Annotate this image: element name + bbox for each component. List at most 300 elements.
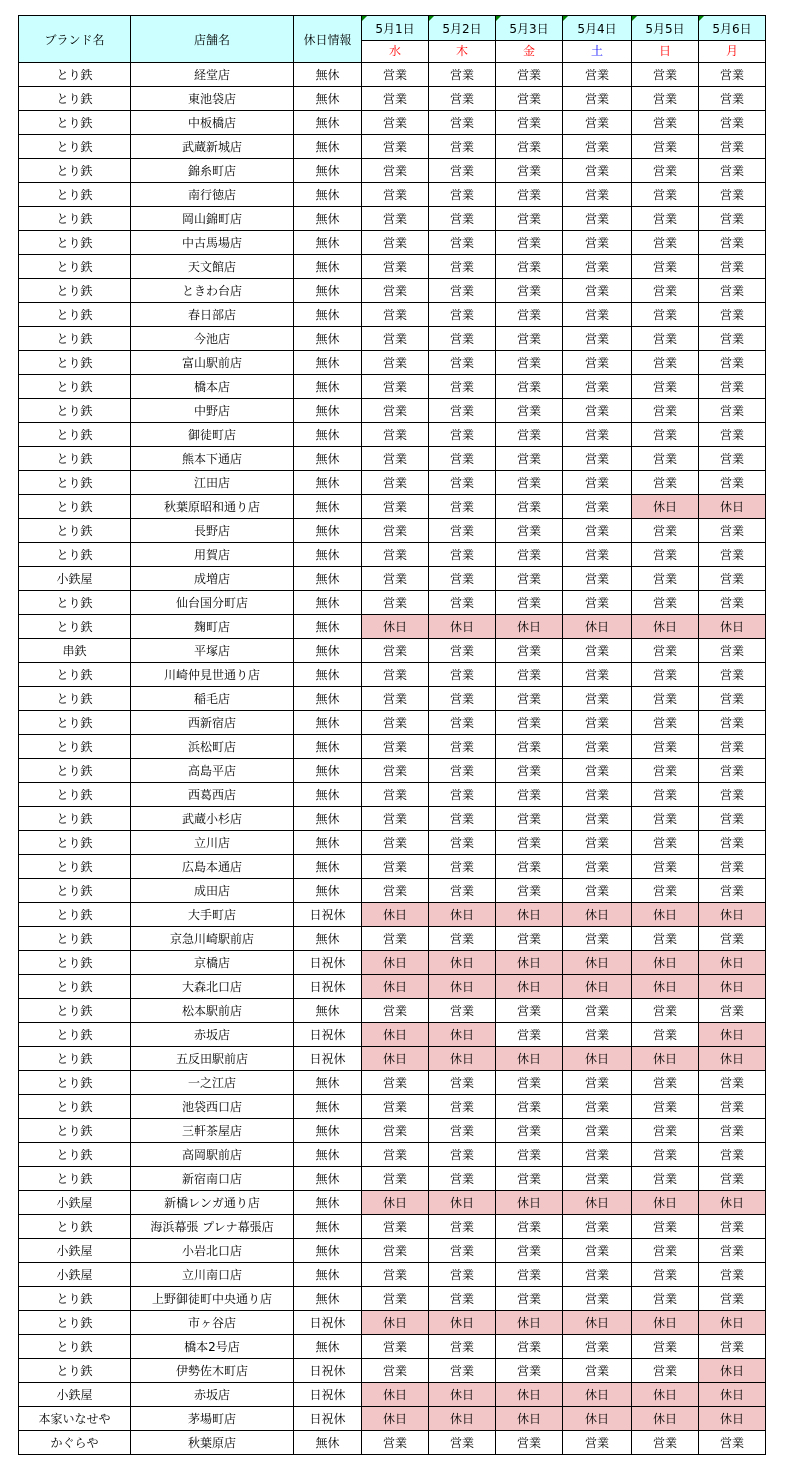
store-cell: 武蔵小杉店 — [131, 807, 294, 831]
day-status-cell: 営業 — [362, 207, 429, 231]
day-status-cell: 営業 — [563, 255, 632, 279]
table-row — [19, 1167, 766, 1191]
day-status-cell: 営業 — [496, 1287, 563, 1311]
holiday-info-cell: 無休 — [294, 375, 362, 399]
day-status-cell: 営業 — [563, 999, 632, 1023]
brand-cell: 小鉄屋 — [19, 1383, 131, 1407]
brand-cell: とり鉄 — [19, 207, 131, 231]
day-status-cell: 営業 — [362, 159, 429, 183]
day-status-cell: 営業 — [699, 567, 766, 591]
day-status-cell: 営業 — [429, 375, 496, 399]
day-status-cell: 営業 — [362, 1359, 429, 1383]
holiday-info-cell: 無休 — [294, 735, 362, 759]
day-status-cell: 営業 — [699, 1215, 766, 1239]
day-status-cell: 営業 — [563, 471, 632, 495]
day-status-cell: 休日 — [632, 1383, 699, 1407]
day-status-cell: 休日 — [429, 615, 496, 639]
day-status-cell: 営業 — [429, 135, 496, 159]
day-status-cell: 営業 — [362, 279, 429, 303]
store-cell: 熊本下通店 — [131, 447, 294, 471]
weekday-label: 金 — [496, 40, 562, 62]
day-status-cell: 休日 — [632, 951, 699, 975]
holiday-info-cell: 無休 — [294, 639, 362, 663]
store-cell: 中板橋店 — [131, 111, 294, 135]
day-status-cell: 営業 — [496, 1143, 563, 1167]
day-status-cell: 営業 — [563, 135, 632, 159]
holiday-info-cell: 無休 — [294, 495, 362, 519]
day-status-cell: 営業 — [632, 1431, 699, 1455]
day-status-cell: 営業 — [362, 1239, 429, 1263]
day-status-cell: 営業 — [699, 1431, 766, 1455]
day-status-cell: 営業 — [699, 879, 766, 903]
brand-cell: とり鉄 — [19, 615, 131, 639]
holiday-info-cell: 日祝休 — [294, 1383, 362, 1407]
day-status-cell: 営業 — [429, 759, 496, 783]
day-status-cell: 営業 — [632, 663, 699, 687]
day-status-cell: 営業 — [496, 423, 563, 447]
day-status-cell: 休日 — [563, 1047, 632, 1071]
day-status-cell: 休日 — [699, 1407, 766, 1431]
day-status-cell: 営業 — [429, 111, 496, 135]
day-status-cell: 営業 — [632, 1263, 699, 1287]
holiday-info-cell: 無休 — [294, 1143, 362, 1167]
holiday-info-cell: 無休 — [294, 1191, 362, 1215]
day-status-cell: 営業 — [362, 1167, 429, 1191]
day-status-cell: 休日 — [362, 615, 429, 639]
day-status-cell: 営業 — [429, 207, 496, 231]
day-status-cell: 営業 — [429, 687, 496, 711]
brand-cell: とり鉄 — [19, 903, 131, 927]
day-status-cell: 休日 — [699, 1191, 766, 1215]
holiday-info-cell: 無休 — [294, 447, 362, 471]
store-cell: 西葛西店 — [131, 783, 294, 807]
day-status-cell: 営業 — [563, 639, 632, 663]
day-status-cell: 営業 — [362, 423, 429, 447]
day-status-cell: 営業 — [429, 663, 496, 687]
date-label: 5月3日 — [509, 22, 549, 36]
day-status-cell: 営業 — [496, 351, 563, 375]
day-status-cell: 営業 — [362, 1215, 429, 1239]
day-status-cell: 休日 — [496, 903, 563, 927]
day-status-cell: 営業 — [699, 639, 766, 663]
holiday-info-cell: 無休 — [294, 1287, 362, 1311]
day-status-cell: 営業 — [632, 519, 699, 543]
day-status-cell: 営業 — [429, 879, 496, 903]
table-row — [19, 591, 766, 615]
table-row — [19, 495, 766, 519]
day-status-cell: 営業 — [563, 807, 632, 831]
day-status-cell: 営業 — [429, 831, 496, 855]
day-status-cell: 営業 — [632, 999, 699, 1023]
table-row — [19, 399, 766, 423]
day-status-cell: 営業 — [699, 783, 766, 807]
weekday-label: 月 — [699, 40, 765, 62]
day-status-cell: 営業 — [632, 231, 699, 255]
brand-cell: とり鉄 — [19, 951, 131, 975]
store-cell: 稲毛店 — [131, 687, 294, 711]
day-status-cell: 営業 — [496, 495, 563, 519]
day-status-cell: 営業 — [496, 1119, 563, 1143]
day-status-cell: 営業 — [563, 543, 632, 567]
table-row — [19, 111, 766, 135]
day-status-cell: 休日 — [699, 1359, 766, 1383]
store-cell: 南行徳店 — [131, 183, 294, 207]
header-date-1 — [362, 16, 429, 63]
table-row — [19, 1143, 766, 1167]
day-status-cell: 休日 — [632, 903, 699, 927]
day-status-cell: 営業 — [496, 1431, 563, 1455]
day-status-cell: 休日 — [496, 1047, 563, 1071]
store-cell: 一之江店 — [131, 1071, 294, 1095]
day-status-cell: 営業 — [429, 735, 496, 759]
header-store: 店舗名 — [131, 16, 294, 63]
day-status-cell: 営業 — [699, 135, 766, 159]
day-status-cell: 営業 — [496, 399, 563, 423]
day-status-cell: 休日 — [699, 615, 766, 639]
day-status-cell: 営業 — [699, 183, 766, 207]
day-status-cell: 営業 — [632, 111, 699, 135]
day-status-cell: 営業 — [563, 63, 632, 87]
store-cell: 中野店 — [131, 399, 294, 423]
day-status-cell: 営業 — [632, 1359, 699, 1383]
brand-cell: とり鉄 — [19, 735, 131, 759]
store-cell: 市ヶ谷店 — [131, 1311, 294, 1335]
brand-cell: とり鉄 — [19, 519, 131, 543]
day-status-cell: 営業 — [563, 735, 632, 759]
table-row — [19, 1071, 766, 1095]
day-status-cell: 営業 — [429, 87, 496, 111]
day-status-cell: 営業 — [632, 255, 699, 279]
date-label: 5月6日 — [712, 22, 752, 36]
day-status-cell: 営業 — [496, 471, 563, 495]
holiday-info-cell: 無休 — [294, 255, 362, 279]
day-status-cell: 休日 — [429, 1047, 496, 1071]
brand-cell: とり鉄 — [19, 327, 131, 351]
day-status-cell: 休日 — [429, 1407, 496, 1431]
day-status-cell: 営業 — [563, 207, 632, 231]
day-status-cell: 休日 — [362, 903, 429, 927]
day-status-cell: 営業 — [699, 1167, 766, 1191]
table-row — [19, 951, 766, 975]
brand-cell: とり鉄 — [19, 807, 131, 831]
day-status-cell: 営業 — [429, 231, 496, 255]
day-status-cell: 営業 — [362, 591, 429, 615]
brand-cell: かぐらや — [19, 1431, 131, 1455]
day-status-cell: 営業 — [699, 471, 766, 495]
day-status-cell: 営業 — [496, 639, 563, 663]
brand-cell: とり鉄 — [19, 1119, 131, 1143]
day-status-cell: 営業 — [632, 591, 699, 615]
brand-cell: とり鉄 — [19, 375, 131, 399]
day-status-cell: 休日 — [632, 975, 699, 999]
table-row — [19, 663, 766, 687]
table-row — [19, 87, 766, 111]
day-status-cell: 営業 — [496, 999, 563, 1023]
table-row — [19, 423, 766, 447]
store-cell: 用賀店 — [131, 543, 294, 567]
day-status-cell: 休日 — [632, 615, 699, 639]
day-status-cell: 営業 — [362, 711, 429, 735]
day-status-cell: 営業 — [632, 471, 699, 495]
day-status-cell: 営業 — [362, 759, 429, 783]
day-status-cell: 営業 — [563, 927, 632, 951]
day-status-cell: 営業 — [699, 687, 766, 711]
day-status-cell: 営業 — [362, 567, 429, 591]
day-status-cell: 休日 — [429, 1191, 496, 1215]
day-status-cell: 営業 — [362, 1263, 429, 1287]
brand-cell: とり鉄 — [19, 543, 131, 567]
day-status-cell: 営業 — [563, 855, 632, 879]
header-brand: ブランド名 — [19, 16, 131, 63]
brand-cell: とり鉄 — [19, 831, 131, 855]
day-status-cell: 営業 — [429, 519, 496, 543]
store-cell: 平塚店 — [131, 639, 294, 663]
brand-cell: とり鉄 — [19, 1167, 131, 1191]
day-status-cell: 営業 — [429, 1263, 496, 1287]
table-row — [19, 63, 766, 87]
table-row — [19, 471, 766, 495]
table-row — [19, 1215, 766, 1239]
day-status-cell: 営業 — [699, 423, 766, 447]
header-date-4 — [563, 16, 632, 63]
table-body — [19, 63, 766, 1455]
day-status-cell: 休日 — [496, 1407, 563, 1431]
day-status-cell: 休日 — [362, 1311, 429, 1335]
store-cell: 天文館店 — [131, 255, 294, 279]
holiday-info-cell: 無休 — [294, 927, 362, 951]
day-status-cell: 営業 — [632, 135, 699, 159]
day-status-cell: 営業 — [496, 303, 563, 327]
day-status-cell: 営業 — [496, 1263, 563, 1287]
brand-cell: とり鉄 — [19, 495, 131, 519]
store-cell: 海浜幕張 プレナ幕張店 — [131, 1215, 294, 1239]
store-cell: 広島本通店 — [131, 855, 294, 879]
table-row — [19, 807, 766, 831]
day-status-cell: 休日 — [429, 975, 496, 999]
store-cell: 今池店 — [131, 327, 294, 351]
day-status-cell: 営業 — [429, 1335, 496, 1359]
day-status-cell: 営業 — [429, 1287, 496, 1311]
table-row — [19, 447, 766, 471]
day-status-cell: 営業 — [496, 327, 563, 351]
day-status-cell: 営業 — [699, 807, 766, 831]
day-status-cell: 休日 — [699, 1023, 766, 1047]
day-status-cell: 営業 — [699, 1239, 766, 1263]
day-status-cell: 営業 — [563, 1263, 632, 1287]
day-status-cell: 営業 — [429, 855, 496, 879]
table-row — [19, 159, 766, 183]
store-cell: 成増店 — [131, 567, 294, 591]
day-status-cell: 営業 — [362, 879, 429, 903]
holiday-info-cell: 無休 — [294, 207, 362, 231]
day-status-cell: 休日 — [563, 975, 632, 999]
day-status-cell: 営業 — [362, 1431, 429, 1455]
day-status-cell: 営業 — [563, 1359, 632, 1383]
day-status-cell: 営業 — [429, 1359, 496, 1383]
brand-cell: 小鉄屋 — [19, 1239, 131, 1263]
day-status-cell: 休日 — [496, 1311, 563, 1335]
store-cell: 京急川崎駅前店 — [131, 927, 294, 951]
day-status-cell: 営業 — [699, 855, 766, 879]
day-status-cell: 営業 — [429, 1143, 496, 1167]
day-status-cell: 営業 — [632, 855, 699, 879]
store-cell: 高岡駅前店 — [131, 1143, 294, 1167]
day-status-cell: 営業 — [429, 1071, 496, 1095]
day-status-cell: 営業 — [362, 687, 429, 711]
day-status-cell: 営業 — [699, 1287, 766, 1311]
brand-cell: とり鉄 — [19, 231, 131, 255]
day-status-cell: 営業 — [563, 1119, 632, 1143]
day-status-cell: 営業 — [496, 591, 563, 615]
day-status-cell: 営業 — [429, 423, 496, 447]
day-status-cell: 休日 — [563, 1311, 632, 1335]
day-status-cell: 営業 — [699, 519, 766, 543]
brand-cell: とり鉄 — [19, 87, 131, 111]
day-status-cell: 営業 — [563, 1095, 632, 1119]
day-status-cell: 営業 — [563, 1167, 632, 1191]
table-row — [19, 1311, 766, 1335]
day-status-cell: 営業 — [632, 303, 699, 327]
holiday-info-cell: 無休 — [294, 1071, 362, 1095]
header-date-6 — [699, 16, 766, 63]
holiday-info-cell: 日祝休 — [294, 1023, 362, 1047]
day-status-cell: 休日 — [496, 951, 563, 975]
day-status-cell: 営業 — [563, 375, 632, 399]
day-status-cell: 営業 — [632, 63, 699, 87]
holiday-info-cell: 無休 — [294, 63, 362, 87]
day-status-cell: 営業 — [362, 999, 429, 1023]
day-status-cell: 休日 — [563, 1407, 632, 1431]
day-status-cell: 営業 — [429, 279, 496, 303]
holiday-info-cell: 無休 — [294, 807, 362, 831]
day-status-cell: 営業 — [632, 159, 699, 183]
store-cell: 伊勢佐木町店 — [131, 1359, 294, 1383]
table-row — [19, 1023, 766, 1047]
day-status-cell: 営業 — [496, 135, 563, 159]
day-status-cell: 営業 — [632, 543, 699, 567]
day-status-cell: 営業 — [699, 159, 766, 183]
day-status-cell: 休日 — [496, 615, 563, 639]
brand-cell: とり鉄 — [19, 1023, 131, 1047]
holiday-info-cell: 無休 — [294, 855, 362, 879]
day-status-cell: 営業 — [496, 447, 563, 471]
day-status-cell: 営業 — [699, 591, 766, 615]
store-cell: 橋本店 — [131, 375, 294, 399]
holiday-info-cell: 日祝休 — [294, 975, 362, 999]
day-status-cell: 営業 — [362, 663, 429, 687]
day-status-cell: 営業 — [496, 711, 563, 735]
table-row — [19, 1431, 766, 1455]
table-row — [19, 879, 766, 903]
header-date-2 — [429, 16, 496, 63]
table-row — [19, 231, 766, 255]
table-row — [19, 735, 766, 759]
brand-cell: とり鉄 — [19, 1143, 131, 1167]
brand-cell: とり鉄 — [19, 183, 131, 207]
day-status-cell: 営業 — [496, 1215, 563, 1239]
day-status-cell: 休日 — [699, 1047, 766, 1071]
day-status-cell: 営業 — [496, 1071, 563, 1095]
holiday-info-cell: 無休 — [294, 1119, 362, 1143]
holiday-info-cell: 無休 — [294, 303, 362, 327]
day-status-cell: 営業 — [699, 999, 766, 1023]
store-cell: 小岩北口店 — [131, 1239, 294, 1263]
brand-cell: とり鉄 — [19, 1215, 131, 1239]
day-status-cell: 営業 — [429, 303, 496, 327]
brand-cell: とり鉄 — [19, 759, 131, 783]
day-status-cell: 営業 — [429, 447, 496, 471]
header-date-5 — [632, 16, 699, 63]
store-cell: 江田店 — [131, 471, 294, 495]
store-cell: 麹町店 — [131, 615, 294, 639]
day-status-cell: 営業 — [496, 63, 563, 87]
day-status-cell: 営業 — [699, 63, 766, 87]
day-status-cell: 営業 — [699, 399, 766, 423]
store-cell: 東池袋店 — [131, 87, 294, 111]
brand-cell: とり鉄 — [19, 975, 131, 999]
day-status-cell: 営業 — [496, 1023, 563, 1047]
store-cell: 春日部店 — [131, 303, 294, 327]
day-status-cell: 営業 — [496, 207, 563, 231]
day-status-cell: 営業 — [429, 567, 496, 591]
day-status-cell: 営業 — [563, 1335, 632, 1359]
store-cell: 長野店 — [131, 519, 294, 543]
table-row — [19, 1263, 766, 1287]
day-status-cell: 営業 — [496, 231, 563, 255]
table-row — [19, 783, 766, 807]
day-status-cell: 営業 — [362, 1143, 429, 1167]
day-status-cell: 営業 — [496, 663, 563, 687]
holiday-info-cell: 日祝休 — [294, 1407, 362, 1431]
day-status-cell: 休日 — [362, 1383, 429, 1407]
brand-cell: 小鉄屋 — [19, 567, 131, 591]
brand-cell: とり鉄 — [19, 1359, 131, 1383]
day-status-cell: 営業 — [563, 183, 632, 207]
day-status-cell: 休日 — [563, 615, 632, 639]
table-row — [19, 183, 766, 207]
store-cell: 上野御徒町中央通り店 — [131, 1287, 294, 1311]
day-status-cell: 営業 — [563, 495, 632, 519]
day-status-cell: 休日 — [429, 1311, 496, 1335]
table-row — [19, 999, 766, 1023]
day-status-cell: 営業 — [496, 807, 563, 831]
day-status-cell: 営業 — [563, 1215, 632, 1239]
table-row — [19, 279, 766, 303]
day-status-cell: 休日 — [429, 1023, 496, 1047]
day-status-cell: 営業 — [429, 327, 496, 351]
holiday-info-cell: 日祝休 — [294, 903, 362, 927]
day-status-cell: 営業 — [429, 999, 496, 1023]
store-cell: 成田店 — [131, 879, 294, 903]
store-cell: 京橋店 — [131, 951, 294, 975]
day-status-cell: 休日 — [362, 1191, 429, 1215]
table-row — [19, 903, 766, 927]
day-status-cell: 営業 — [362, 1071, 429, 1095]
day-status-cell: 営業 — [362, 1335, 429, 1359]
day-status-cell: 営業 — [496, 519, 563, 543]
holiday-info-cell: 無休 — [294, 159, 362, 183]
day-status-cell: 休日 — [699, 1311, 766, 1335]
day-status-cell: 営業 — [429, 495, 496, 519]
holiday-info-cell: 無休 — [294, 567, 362, 591]
day-status-cell: 営業 — [429, 783, 496, 807]
day-status-cell: 休日 — [699, 495, 766, 519]
day-status-cell: 営業 — [496, 759, 563, 783]
day-status-cell: 営業 — [429, 711, 496, 735]
table-row — [19, 1407, 766, 1431]
day-status-cell: 営業 — [362, 327, 429, 351]
brand-cell: とり鉄 — [19, 279, 131, 303]
